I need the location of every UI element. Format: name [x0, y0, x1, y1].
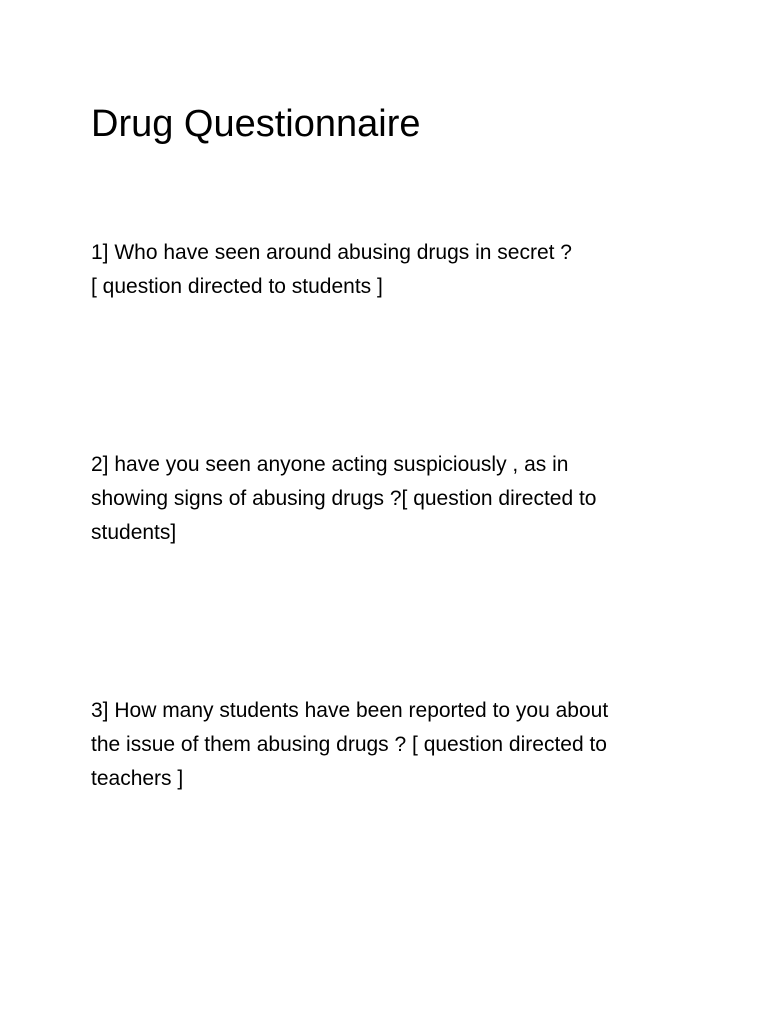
question-1-line-2: [ question directed to students ] — [91, 275, 383, 298]
question-3-line-2: the issue of them abusing drugs ? [ question directed to — [91, 733, 607, 756]
question-2 — [91, 448, 691, 550]
question-3 — [91, 694, 691, 796]
question-2-line-1: 2] have you seen anyone acting suspiciously , as in — [91, 453, 569, 476]
question-2-line-2: showing signs of abusing drugs ?[ question directed to — [91, 487, 597, 510]
question-2-line-3: students] — [91, 521, 177, 544]
question-3-line-1: 3] How many students have been reported to you about — [91, 699, 609, 722]
document-title: Drug Questionnaire — [91, 103, 421, 145]
question-1 — [91, 236, 691, 304]
question-1-line-1: 1] Who have seen around abusing drugs in secret ? — [91, 241, 572, 264]
question-3-line-3: teachers ] — [91, 767, 184, 790]
